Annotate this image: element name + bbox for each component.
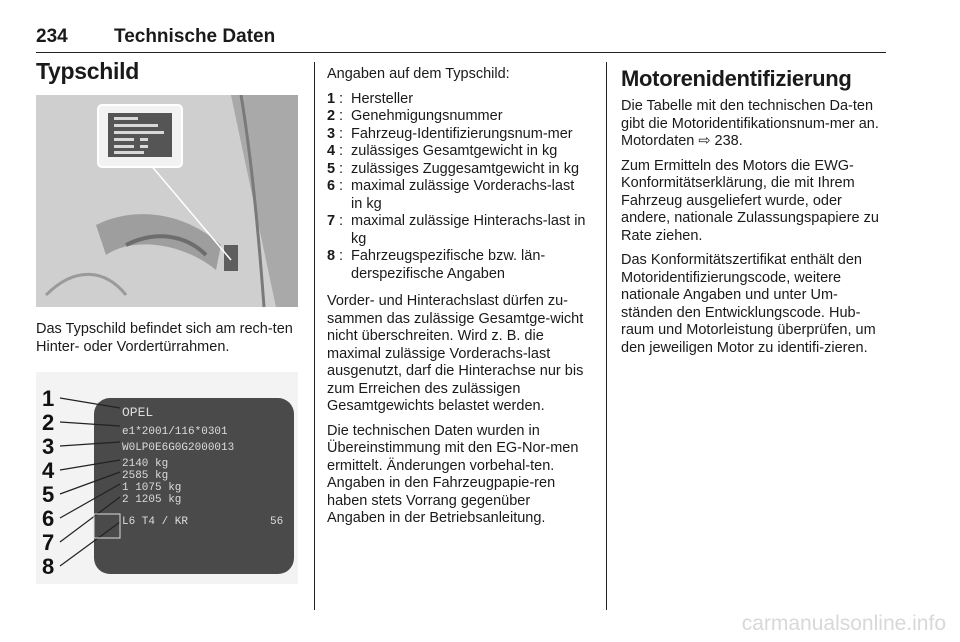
callout-number: 2 (42, 410, 55, 435)
list-item: 8 : Fahrzeugspezifische bzw. län-derspezifische Angaben (327, 248, 546, 282)
column-plate-details (327, 66, 589, 535)
plate-weight-front: 1 1075 kg (122, 482, 182, 494)
column-typschild (36, 58, 298, 584)
list-item: 2 : Genehmigungsnummer (327, 108, 503, 124)
list-item: 4 : zulässiges Gesamtgewicht in kg (327, 143, 558, 159)
engine-id-paragraph-2: Zum Ermitteln des Motors die EWG-Konformitätserklärung, die mit Ihrem Fahrzeug ausgeliefert wurde, oder andere, nationale Zulassungspapiere zu Rate ziehen. (621, 157, 879, 244)
list-item: 5 : zulässiges Zuggesamtgewicht in kg (327, 160, 580, 177)
plate-weight-total: 2140 kg (122, 458, 169, 470)
running-title: Technische Daten (114, 26, 276, 47)
callout-number: 3 (42, 434, 55, 459)
section-heading-motorenidentifizierung: Motorenidentifizierung (621, 66, 852, 91)
plate-brand: OPEL (122, 405, 154, 420)
plate-specific-data: L6 T4 / KR (122, 516, 189, 528)
callout-number: 8 (42, 554, 55, 579)
callout-number: 1 (42, 386, 55, 411)
plate-weight-train: 2585 kg (122, 470, 169, 482)
column-divider (606, 62, 607, 610)
plate-vin: W0LP0E6G0G2000013 (122, 442, 235, 454)
typschild-location-caption: Das Typschild befindet sich am rech-ten Hinter- oder Vordertürrahmen. (36, 321, 293, 355)
type-plate-diagram (36, 372, 298, 584)
section-heading-typschild: Typschild (36, 58, 139, 84)
callout-number: 5 (42, 482, 55, 507)
watermark: carmanualsonline.info (741, 612, 946, 635)
engine-id-paragraph-1: Die Tabelle mit den technischen Da-ten gibt die Motoridentifikationsnum-mer an. Motordaten ⇨ 238. (621, 98, 879, 149)
list-item: 7 : maximal zulässige Hinterachs-last in kg (327, 213, 586, 247)
plate-code: 56 (270, 516, 284, 528)
list-item: 1 : Hersteller (327, 90, 414, 107)
list-item: 3 : Fahrzeug-Identifizierungsnum-mer (327, 125, 573, 142)
plate-approval-number: e1*2001/116*0301 (122, 426, 228, 438)
plate-legend-list (327, 91, 589, 284)
page-header (36, 26, 886, 53)
column-divider (314, 62, 315, 610)
list-item: 6 : maximal zulässige Vorderachs-last in kg (327, 178, 575, 212)
callout-number: 7 (42, 530, 55, 555)
callout-number: 6 (42, 506, 55, 531)
plate-weight-rear: 2 1205 kg (122, 494, 182, 506)
axle-load-paragraph: Vorder- und Hinterachslast dürfen zu-sammen das zulässige Gesamtge-wicht nicht überschreiten. Wird z. B. die maximal zulässige Vorderachs-last ausgenutzt, darf die Hinterachse nur bis zum Erreichen des zulässigen Gesamtgewichts belastet werden. (327, 293, 584, 414)
column-engine-identification (621, 66, 889, 364)
engine-id-paragraph-3: Das Konformitätszertifikat enthält den Motoridentifizierungscode, weitere nationale Angaben und unter Um-ständen den Entwicklungscode. Hub-raum und Motorleistung überprüfen, um den jeweiligen Motor zu identifi-zieren. (621, 252, 876, 356)
door-frame-photo (36, 95, 298, 307)
technical-data-note: Die technischen Daten wurden in Übereinstimmung mit den EG-Nor-men ermittelt. Änderungen vorbehal-ten. Angaben in den Fahrzeugpapie-ren haben stets Vorrang gegenüber Angaben in der Betriebsanleitung. (327, 422, 579, 526)
callout-number: 4 (42, 458, 55, 483)
plate-intro: Angaben auf dem Typschild: (327, 66, 510, 82)
page-number: 234 (36, 26, 68, 47)
